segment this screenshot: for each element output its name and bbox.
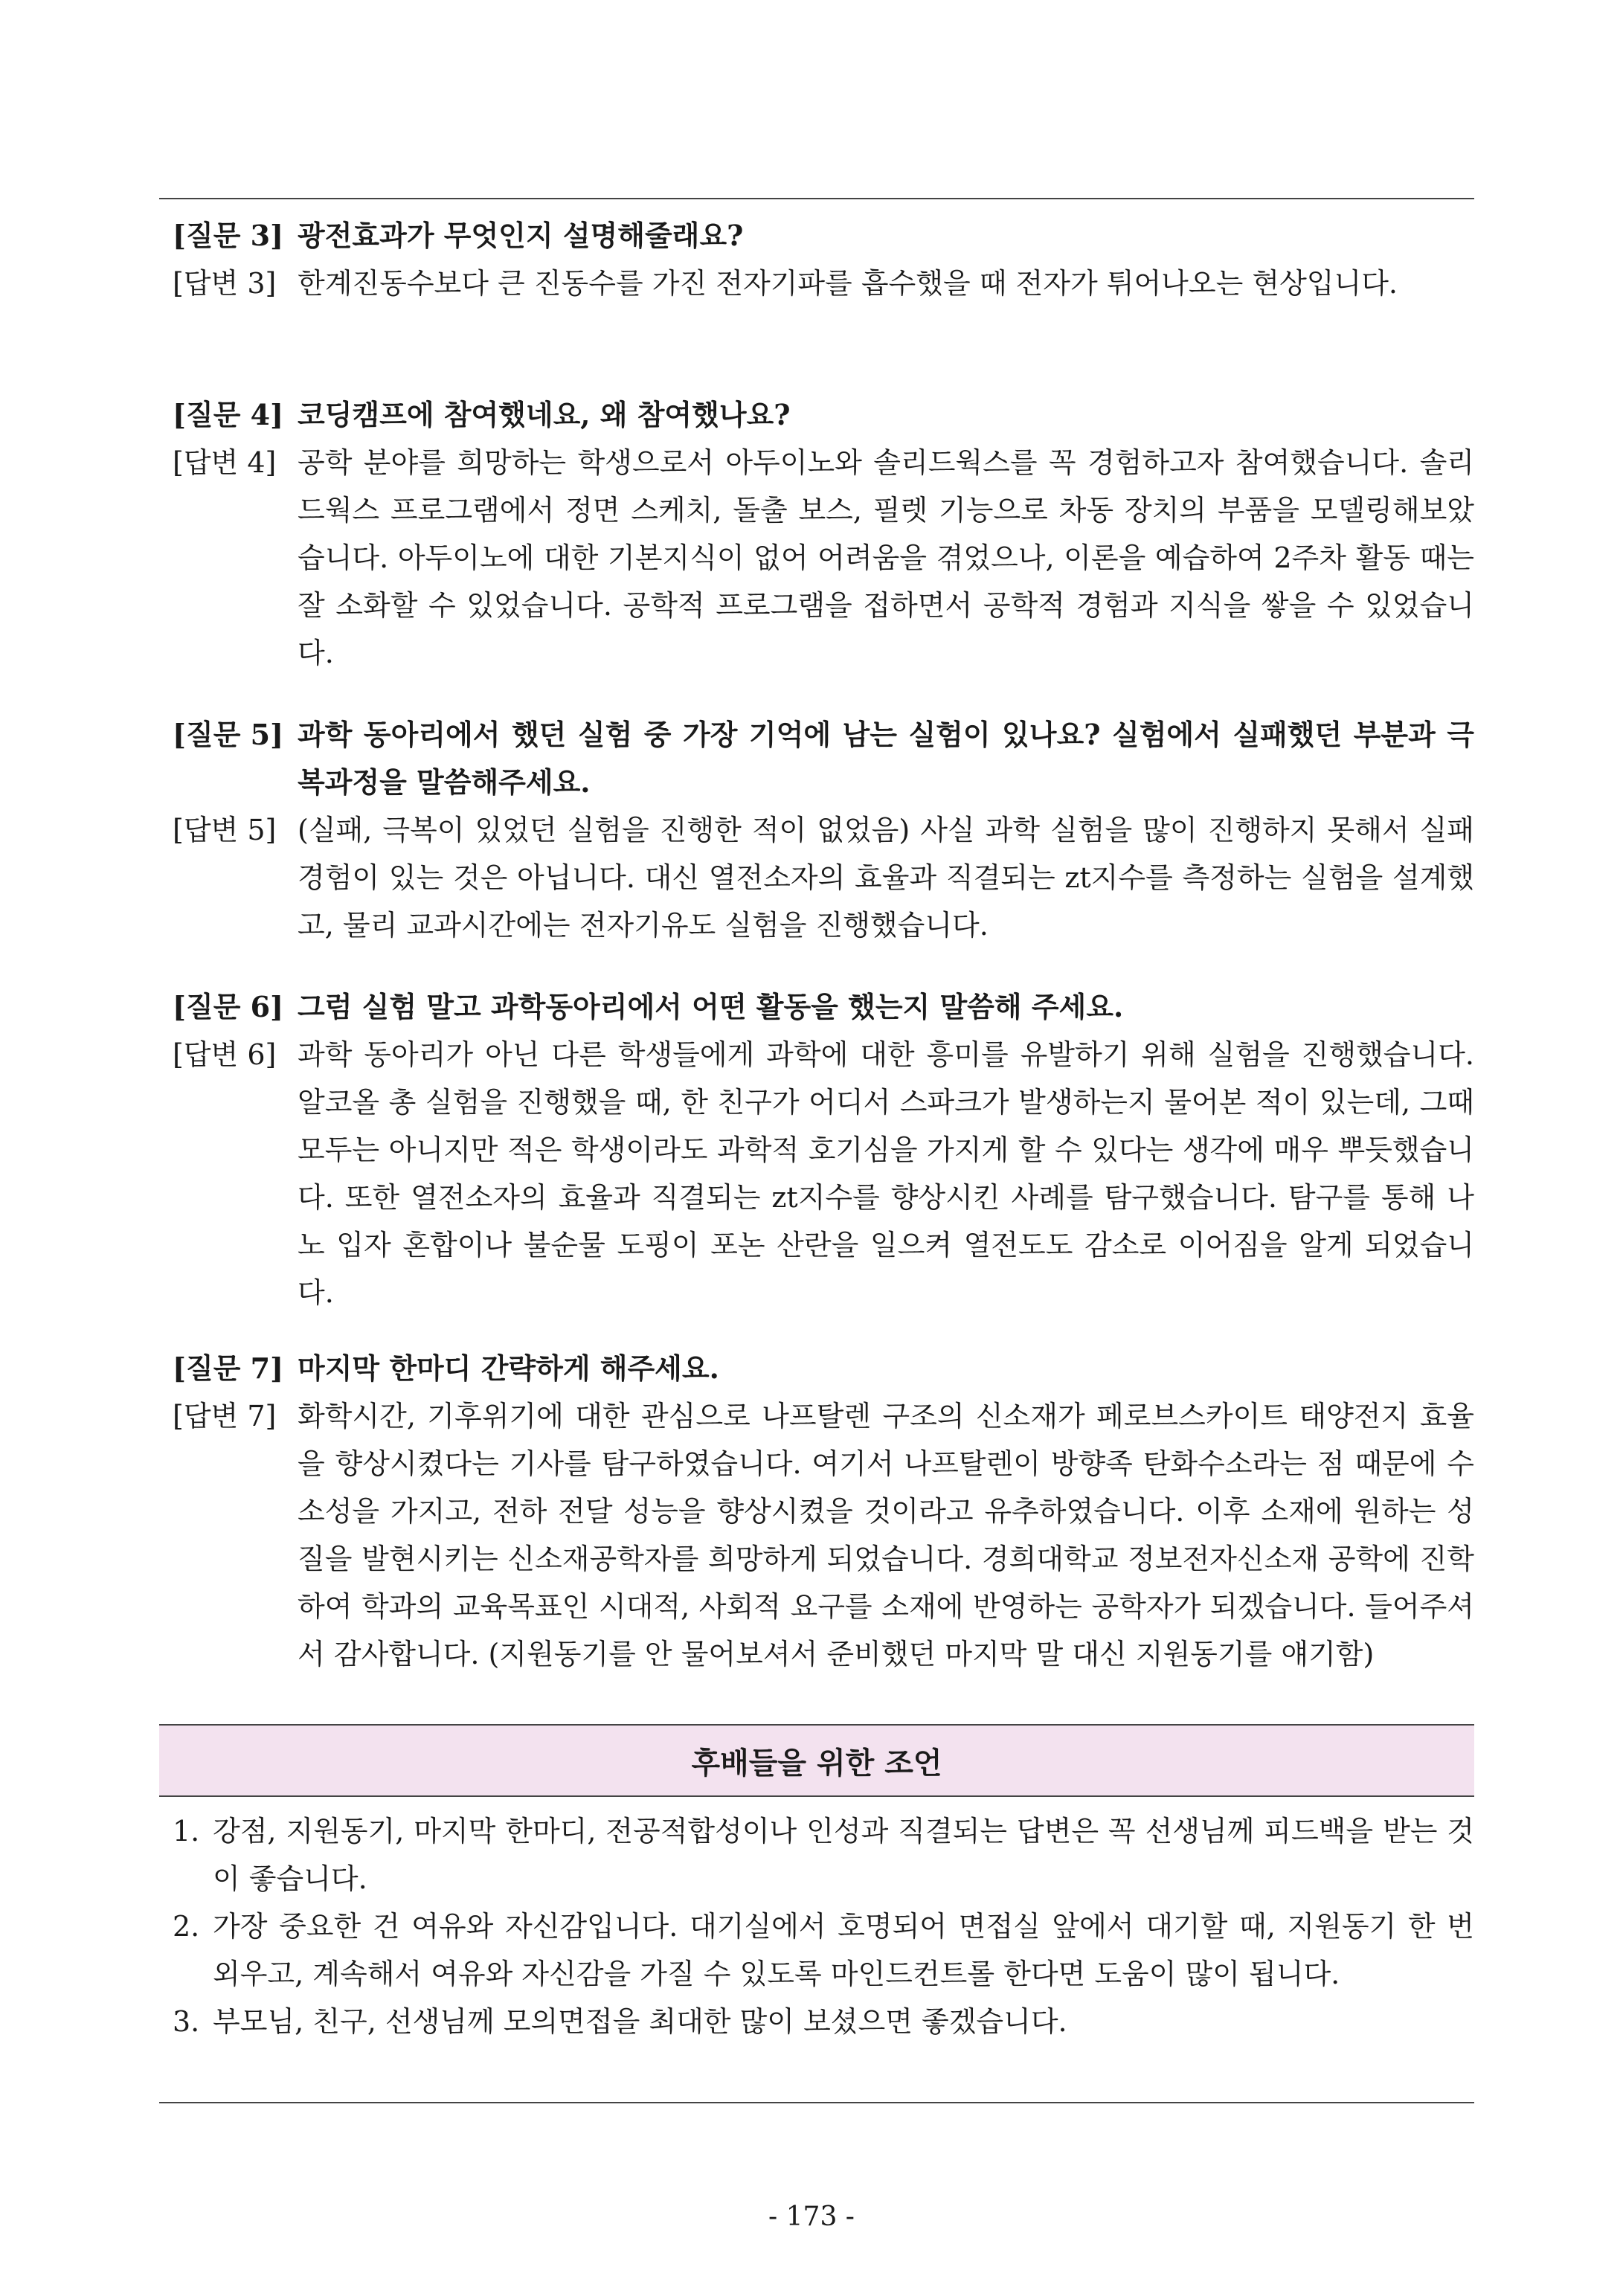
- question-label: [질문 4]: [173, 398, 284, 431]
- advice-section-title: 후배들을 위한 조언: [159, 1724, 1474, 1797]
- qa-block-3: [173, 212, 1474, 307]
- answer-text: 화학시간, 기후위기에 대한 관심으로 나프탈렌 구조의 신소재가 페로브스카이트 태양전지 효율을 향상시켰다는 기사를 탐구하였습니다. 여기서 나프탈렌이 방향족 탄화수소라는 점 때문에 수소성을 가지고, 전하 전달 성능을 향상시켰을 것이라고 유추하였습니다. 이후 소재에 원하는 성질을 발현시키는 신소재공학자를 희망하게 되었습니다. 경희대학교 정보전자신소재 공학에 진학하여 학과의 교육목표인 시대적, 사회적 요구를 소재에 반영하는 공학자가 되겠습니다. 들어주셔서 감사합니다. (지원동기를 안 물어보셔서 준비했던 마지막 말 대신 지원동기를 얘기함): [298, 1400, 1474, 1670]
- bottom-rule: [159, 2102, 1474, 2103]
- question-label: [질문 5]: [173, 718, 284, 751]
- question-row: [173, 1345, 1474, 1392]
- question-row: [173, 391, 1474, 439]
- question-text: 과학 동아리에서 했던 실험 중 가장 기억에 남는 실험이 있나요? 실험에서 실패했던 부분과 극복과정을 말씀해주세요.: [298, 718, 1474, 799]
- answer-text: 과학 동아리가 아닌 다른 학생들에게 과학에 대한 흥미를 유발하기 위해 실험을 진행했습니다. 알코올 총 실험을 진행했을 때, 한 친구가 어디서 스파크가 발생하는지 물어본 적이 있는데, 그때 모두는 아니지만 적은 학생이라도 과학적 호기심을 가지게 할 수 있다는 생각에 매우 뿌듯했습니다. 또한 열전소자의 효율과 직결되는 zt지수를 향상시킨 사례를 탐구했습니다. 탐구를 통해 나노 입자 혼합이나 불순물 도핑이 포논 산란을 일으켜 열전도도 감소로 이어짐을 알게 되었습니다.: [298, 1038, 1474, 1309]
- advice-number: 2.: [173, 1910, 200, 1943]
- top-rule: [159, 198, 1474, 199]
- answer-label: [답변 3]: [173, 267, 277, 300]
- question-row: [173, 983, 1474, 1031]
- advice-text: 강점, 지원동기, 마지막 한마디, 전공적합성이나 인성과 직결되는 답변은 꼭 선생님께 피드백을 받는 것이 좋습니다.: [213, 1815, 1474, 1895]
- answer-text: (실패, 극복이 있었던 실험을 진행한 적이 없었음) 사실 과학 실험을 많이 진행하지 못해서 실패 경험이 있는 것은 아닙니다. 대신 열전소자의 효율과 직결되는 zt지수를 측정하는 실험을 설계했고, 물리 교과시간에는 전자기유도 실험을 진행했습니다.: [298, 814, 1474, 942]
- answer-row: [173, 260, 1474, 307]
- answer-label: [답변 6]: [173, 1038, 277, 1071]
- question-row: [173, 212, 1474, 260]
- question-text: 그럼 실험 말고 과학동아리에서 어떤 활동을 했는지 말씀해 주세요.: [298, 990, 1124, 1023]
- qa-block-6: [173, 983, 1474, 1316]
- advice-number: 1.: [173, 1815, 200, 1848]
- page-number: - 173 -: [768, 2202, 855, 2232]
- advice-item: [173, 1807, 1474, 1903]
- answer-text: 공학 분야를 희망하는 학생으로서 아두이노와 솔리드웍스를 꼭 경험하고자 참여했습니다. 솔리드웍스 프로그램에서 정면 스케치, 돌출 보스, 필렛 기능으로 차동 장치의 부품을 모델링해보았습니다. 아두이노에 대한 기본지식이 없어 어려움을 겪었으나, 이론을 예습하여 2주차 활동 때는 잘 소화할 수 있었습니다. 공학적 프로그램을 접하면서 공학적 경험과 지식을 쌓을 수 있었습니다.: [298, 446, 1474, 669]
- answer-label: [답변 7]: [173, 1400, 277, 1432]
- advice-text: 가장 중요한 건 여유와 자신감입니다. 대기실에서 호명되어 면접실 앞에서 대기할 때, 지원동기 한 번 외우고, 계속해서 여유와 자신감을 가질 수 있도록 마인드컨트롤 한다면 도움이 많이 됩니다.: [213, 1910, 1474, 1990]
- question-text: 마지막 한마디 간략하게 해주세요.: [298, 1351, 719, 1385]
- question-label: [질문 3]: [173, 219, 284, 252]
- question-row: [173, 711, 1474, 806]
- answer-row: [173, 1031, 1474, 1316]
- question-text: 광전효과가 무엇인지 설명해줄래요?: [298, 219, 744, 252]
- qa-block-5: [173, 711, 1474, 949]
- advice-number: 3.: [173, 2005, 200, 2038]
- qa-block-7: [173, 1345, 1474, 1678]
- question-text: 코딩캠프에 참여했네요, 왜 참여했나요?: [298, 398, 791, 431]
- answer-row: [173, 439, 1474, 677]
- answer-row: [173, 806, 1474, 949]
- qa-block-4: [173, 391, 1474, 677]
- answer-label: [답변 4]: [173, 446, 277, 479]
- answer-row: [173, 1392, 1474, 1678]
- advice-text: 부모님, 친구, 선생님께 모의면접을 최대한 많이 보셨으면 좋겠습니다.: [213, 2005, 1067, 2038]
- question-label: [질문 6]: [173, 990, 284, 1023]
- question-label: [질문 7]: [173, 1351, 284, 1385]
- answer-text: 한계진동수보다 큰 진동수를 가진 전자기파를 흡수했을 때 전자가 튀어나오는 현상입니다.: [298, 267, 1398, 300]
- advice-item: [173, 1998, 1474, 2045]
- answer-label: [답변 5]: [173, 814, 277, 846]
- advice-list: [173, 1807, 1474, 2045]
- advice-item: [173, 1903, 1474, 1998]
